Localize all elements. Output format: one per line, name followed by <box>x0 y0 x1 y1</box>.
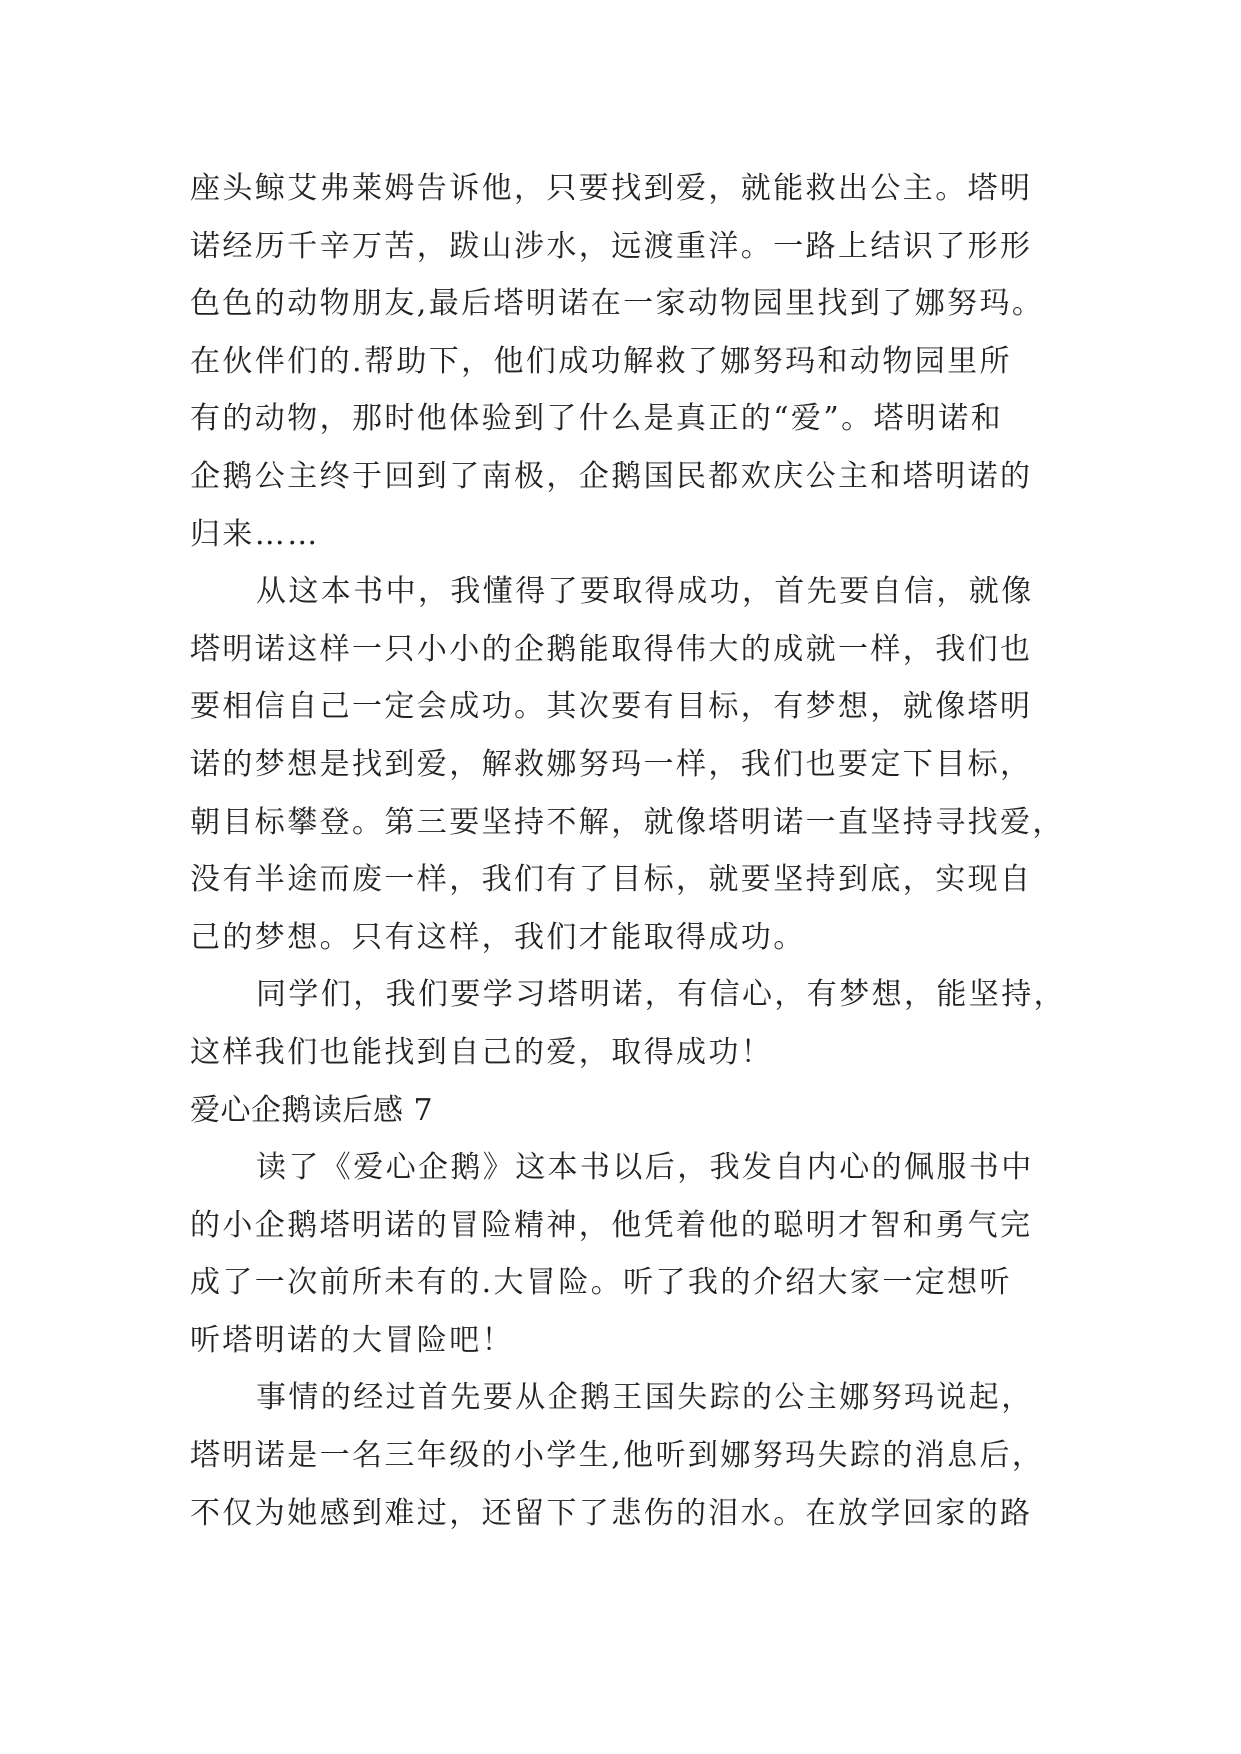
text-line: 听塔明诺的大冒险吧！ <box>190 1322 514 1358</box>
text-line: 塔明诺是一名三年级的小学生,他听到娜努玛失踪的消息后， <box>190 1438 1045 1474</box>
text-line: 朝目标攀登。第三要坚持不解，就像塔明诺一直坚持寻找爱， <box>190 804 1065 840</box>
text-line: 成了一次前所未有的.大冒险。听了我的介绍大家一定想听 <box>190 1265 1012 1301</box>
paragraph-start-line: 读了《爱心企鹅》这本书以后，我发自内心的佩服书中 <box>256 1150 1034 1186</box>
text-line: 色色的动物朋友,最后塔明诺在一家动物园里找到了娜努玛。 <box>190 286 1045 322</box>
text-line: 不仅为她感到难过，还留下了悲伤的泪水。在放学回家的路 <box>190 1495 1033 1531</box>
text-line: 己的梦想。只有这样，我们才能取得成功。 <box>190 919 806 955</box>
text-line: 有的动物，那时他体验到了什么是真正的“爱”。塔明诺和 <box>190 401 1004 437</box>
text-line: 企鹅公主终于回到了南极，企鹅国民都欢庆公主和塔明诺的 <box>190 458 1033 494</box>
text-line: 这样我们也能找到自己的爱，取得成功！ <box>190 1034 774 1070</box>
text-line: 诺的梦想是找到爱，解救娜努玛一样，我们也要定下目标， <box>190 746 1033 782</box>
text-line: 的小企鹅塔明诺的冒险精神，他凭着他的聪明才智和勇气完 <box>190 1207 1033 1243</box>
document-body <box>190 160 1090 1542</box>
paragraph-start-line: 同学们，我们要学习塔明诺，有信心，有梦想，能坚持， <box>256 977 1066 1013</box>
text-line: 没有半途而废一样，我们有了目标，就要坚持到底，实现自 <box>190 862 1033 898</box>
text-line: 归来…… <box>190 516 320 552</box>
text-line: 座头鲸艾弗莱姆告诉他，只要找到爱，就能救出公主。塔明 <box>190 171 1033 206</box>
text-line: 要相信自己一定会成功。其次要有目标，有梦想，就像塔明 <box>190 689 1033 725</box>
paragraph-start-line: 事情的经过首先要从企鹅王国失踪的公主娜努玛说起， <box>256 1380 1034 1416</box>
text-line: 在伙伴们的.帮助下，他们成功解救了娜努玛和动物园里所 <box>190 343 1012 379</box>
paragraph-start-line: 从这本书中，我懂得了要取得成功，首先要自信，就像 <box>256 574 1034 610</box>
text-line: 塔明诺这样一只小小的企鹅能取得伟大的成就一样，我们也 <box>190 631 1033 667</box>
section-heading: 爱心企鹅读后感 7 <box>190 1092 434 1128</box>
text-line: 诺经历千辛万苦，跋山涉水，远渡重洋。一路上结识了形形 <box>190 228 1033 264</box>
